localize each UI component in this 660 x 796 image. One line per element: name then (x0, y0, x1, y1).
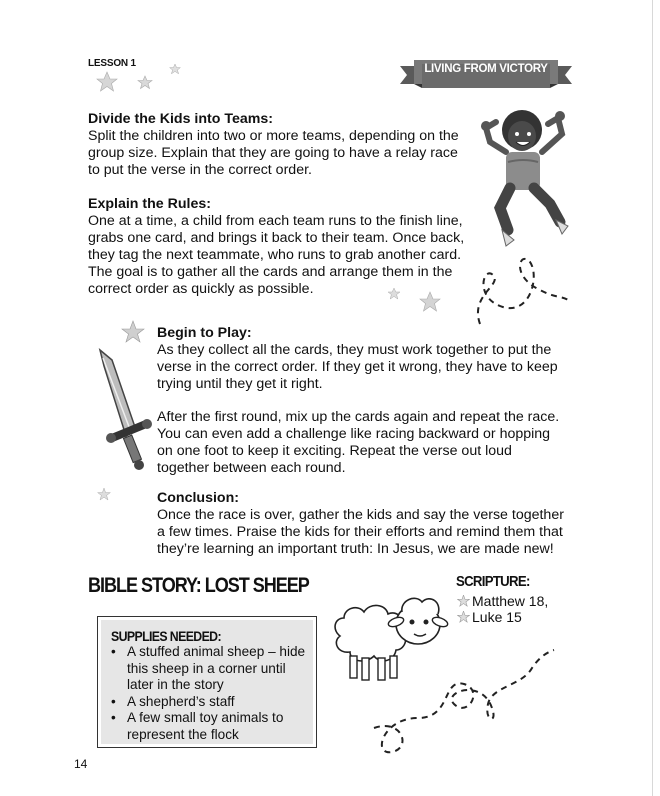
divide-teams-title: Divide the Kids into Teams: (88, 111, 273, 127)
dashed-swirl-decoration-2 (372, 648, 556, 758)
dashed-swirl-decoration (470, 256, 570, 326)
conclusion-section (157, 490, 567, 558)
list-item: • A stuffed animal sheep – hide this sheep in a corner until later in the story (109, 644, 309, 694)
rules-text: One at a time, a child from each team runs to the finish line, grabs one card, and brings it back to their team. Once back, they tag the next teammate, who runs to grab another card. The goal is to gather all the cards and arrange them in the correct order as quickly as possible. (88, 213, 465, 297)
page-number: 14 (74, 757, 88, 771)
scripture-item-text-1: Matthew 18, (472, 593, 549, 609)
conclusion-title: Conclusion: (157, 490, 239, 506)
supplies-list (109, 644, 309, 743)
small-star-icon (97, 488, 111, 502)
rules-title: Explain the Rules: (88, 196, 211, 212)
supplies-title: SUPPLIES NEEDED: (111, 628, 221, 644)
banner-title: LIVING FROM VICTORY (424, 63, 548, 75)
conclusion-text: Once the race is over, gather the kids and say the verse together a few times. Praise the kids for their efforts and remind them that they’re learning an important truth: In Jesus, we are made new! (157, 507, 564, 557)
scripture-item-text-2: Luke 15 (472, 609, 522, 625)
begin-play-title: Begin to Play: (157, 325, 252, 341)
list-item: • A shepherd’s staff (109, 694, 309, 711)
begin-play-section (157, 325, 567, 477)
rules-section (88, 196, 466, 298)
star-bullet-icon (457, 595, 470, 608)
decorative-stars-icon (95, 70, 185, 100)
divide-teams-section (88, 111, 473, 179)
sword-illustration (94, 350, 154, 480)
supplies-box (97, 616, 317, 748)
scripture-item-1 (457, 593, 548, 609)
star-bullet-icon (457, 611, 470, 624)
divide-teams-text: Split the children into two or more teams, depending on the group size. Explain that they are going to have a relay race to put the verse in the correct order. (88, 128, 459, 178)
star-icon (120, 320, 146, 346)
scripture-item-2 (457, 609, 522, 625)
supplies-panel (101, 620, 313, 744)
begin-play-text-2: After the first round, mix up the cards again and repeat the race. You can even add a challenge like racing backward or hopping on one foot to keep it exciting. Repeat the verse out loud together between each round. (157, 409, 560, 476)
begin-play-text-1: As they collect all the cards, they must work together to put the verse in the correct order. If they get it wrong, they have to keep trying until they get it right. (157, 342, 558, 392)
jumping-kid-illustration (478, 100, 568, 260)
scripture-title: SCRIPTURE: (456, 573, 530, 590)
decorative-stars-icon-2 (384, 286, 444, 320)
lesson-label: LESSON 1 (88, 58, 136, 69)
bible-story-title: BIBLE STORY: LOST SHEEP (88, 574, 309, 597)
list-item: • A few small toy animals to represent the flock (109, 710, 309, 743)
